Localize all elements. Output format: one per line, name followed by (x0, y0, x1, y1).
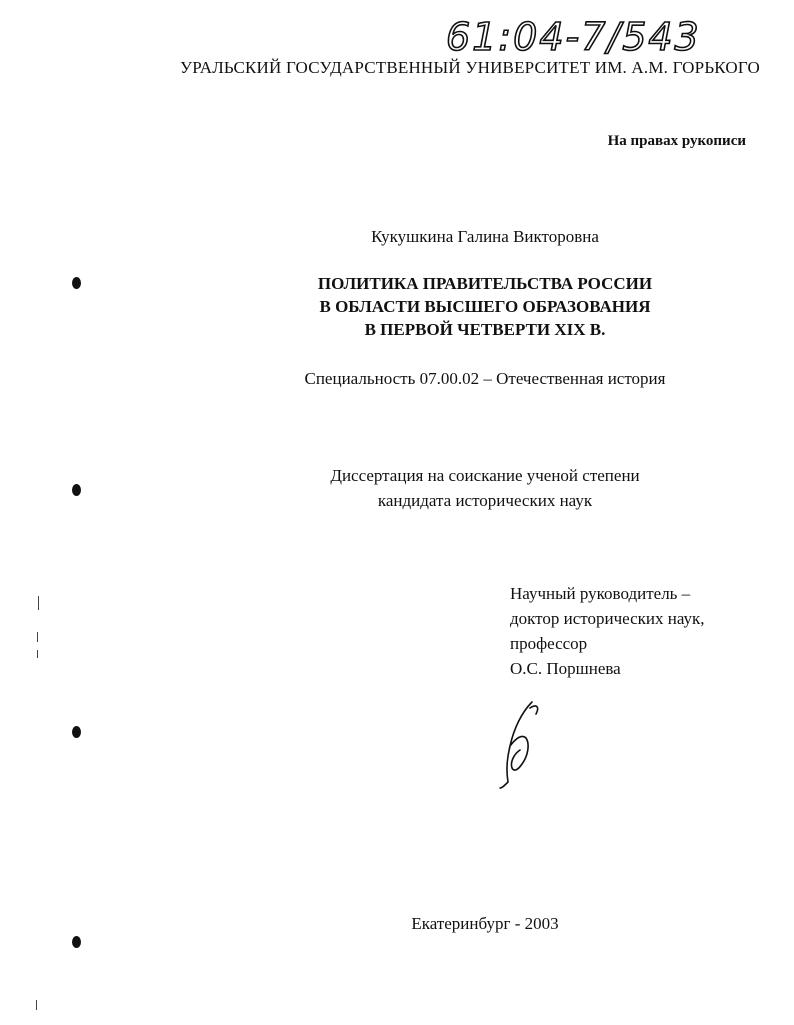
degree-line: кандидата исторических наук (377, 491, 593, 510)
supervisor-line: доктор исторических наук, (510, 609, 705, 628)
dissertation-title (195, 272, 775, 341)
university-name: УРАЛЬСКИЙ ГОСУДАРСТВЕННЫЙ УНИВЕРСИТЕТ ИМ. А.М. ГОРЬКОГО (180, 58, 760, 77)
binding-hole (72, 936, 81, 948)
city-year: Екатеринбург - 2003 (411, 914, 559, 933)
supervisor-block (510, 581, 705, 681)
scan-mark (36, 1000, 37, 1010)
scan-mark (37, 650, 38, 658)
supervisor-name: О.С. Поршнева (510, 659, 621, 678)
binding-hole (72, 277, 81, 289)
binding-hole (72, 726, 81, 738)
title-line: В ПЕРВОЙ ЧЕТВЕРТИ XIX В. (364, 320, 606, 339)
archive-number-handwriting (446, 12, 706, 64)
title-line: ПОЛИТИКА ПРАВИТЕЛЬСТВА РОССИИ (317, 274, 653, 293)
signature (492, 698, 562, 790)
scan-mark (37, 632, 38, 642)
supervisor-line: Научный руководитель – (510, 584, 691, 603)
degree-statement (195, 463, 775, 513)
author-name: Кукушкина Галина Викторовна (371, 227, 599, 246)
archive-number-text: 61:04-7/543 (446, 15, 701, 59)
rights-note: На правах рукописи (607, 133, 746, 149)
title-line: В ОБЛАСТИ ВЫСШЕГО ОБРАЗОВАНИЯ (319, 297, 651, 316)
specialty: Специальность 07.00.02 – Отечественная история (304, 369, 666, 388)
supervisor-line: профессор (510, 634, 588, 653)
degree-line: Диссертация на соискание ученой степени (330, 466, 640, 485)
signature-stroke (500, 702, 538, 788)
archive-number (446, 12, 706, 64)
scan-mark (38, 596, 39, 610)
binding-hole (72, 484, 81, 496)
